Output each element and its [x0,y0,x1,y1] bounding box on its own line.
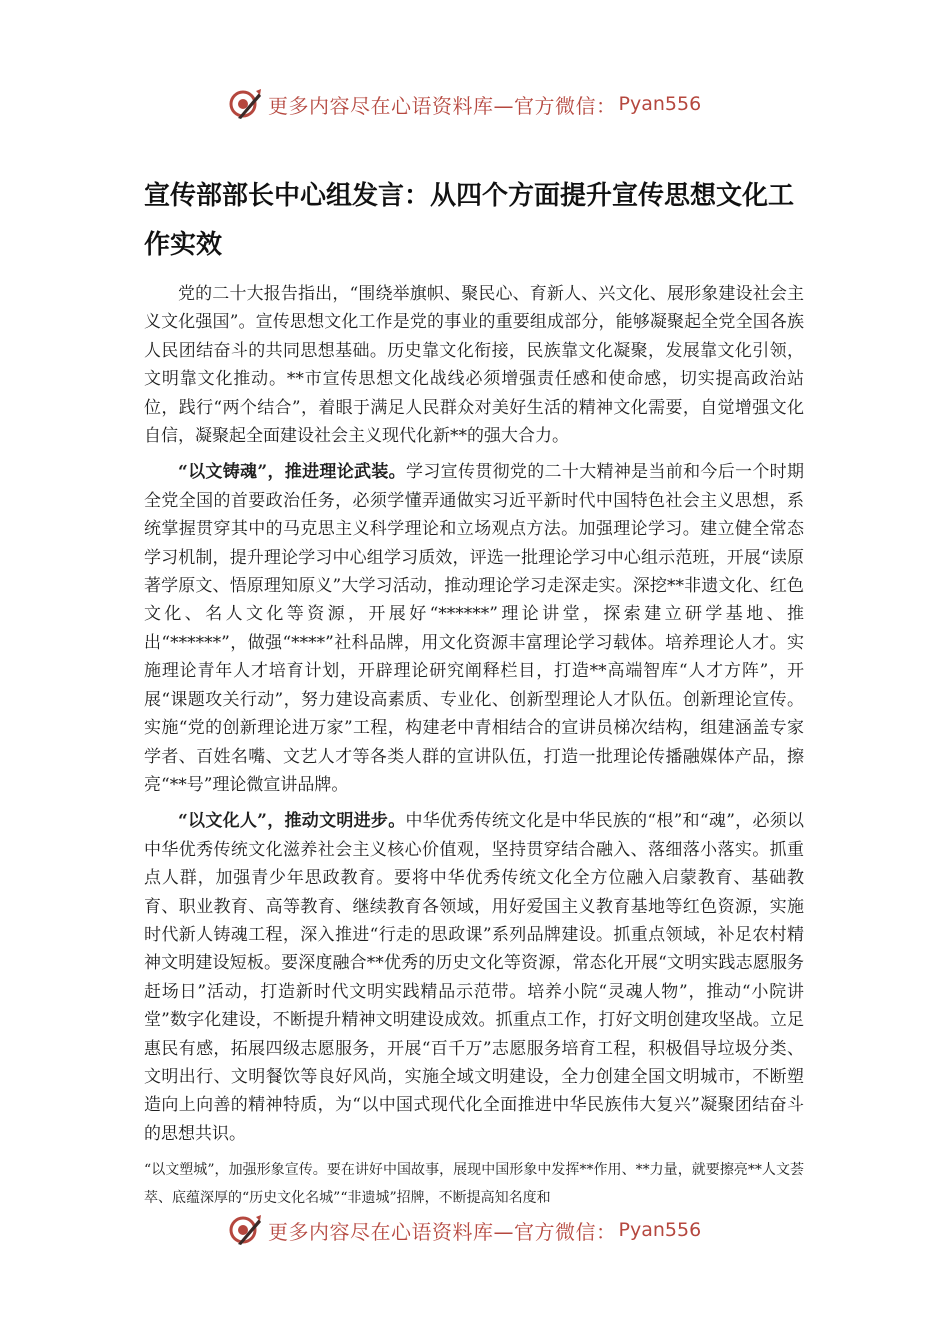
document-title: 宣传部部长中心组发言：从四个方面提升宣传思想文化工作实效 [144,181,795,260]
section-paragraph-theory [144,458,804,799]
wechat-id: Pyan556 [618,1219,702,1241]
header-watermark-banner [228,86,728,122]
section-heading: “以文化人”，推动文明进步。 [178,811,406,832]
closing-fragment: “以文塑城”，加强形象宣传。要在讲好中国故事，展现中国形象中发挥**作用、**力量，就要擦亮**人文荟萃、底蕴深厚的“历史文化名城”“非遗城”招牌，不断提高知名度和 [144,1162,804,1207]
paragraph-text: 中华优秀传统文化是中华民族的“根”和“魂”，必须以中华优秀传统文化滋养社会主义核心价值观，坚持贯穿结合融入、落细落小落实。抓重点人群，加强青少年思政教育。要将中华优秀传统文化全方位融入启蒙教育、基础教育、职业教育、高等教育、继续教育各领域，用好爱国主义教育基地等红色资源，实施时代新人铸魂工程，深入推进“行走的思政课”系列品牌建设。抓重点领域，补足农村精神文明建设短板。要深度融合**优秀的历史文化等资源，常态化开展“文明实践志愿服务赶场日”活动，打造新时代文明实践精品示范带。培养小院“灵魂人物”，推动“小院讲堂”数字化建设，不断提升精神文明建设成效。抓重点工作，打好文明创建攻坚战。立足惠民有感，拓展四级志愿服务，开展“百千万”志愿服务培育工程，积极倡导垃圾分类、文明出行、文明餐饮等良好风尚，实施全域文明建设，全力创建全国文明城市，不断塑造向上向善的精神特质，为“以中国式现代化全面推进中华民族伟大复兴”凝聚团结奋斗的思想共识。 [144,811,805,1144]
banner-text: 更多内容尽在心语资料库—官方微信： [268,93,617,118]
pen-logo-icon [228,1213,262,1247]
banner-text: 更多内容尽在心语资料库—官方微信： [268,1219,617,1244]
document-body [144,280,804,1212]
footer-watermark-banner [228,1212,728,1248]
section-heading: “以文铸魂”，推进理论武装。 [178,462,407,483]
section-paragraph-civilization [144,807,804,1148]
wechat-id: Pyan556 [618,93,702,115]
paragraph-text: 学习宣传贯彻党的二十大精神是当前和今后一个时期全党全国的首要政治任务，必须学懂弄通做实习近平新时代中国特色社会主义思想，系统掌握贯穿其中的马克思主义科学理论和立场观点方法。加强理论学习。建立健全常态学习机制，提升理论学习中心组学习质效，评选一批理论学习中心组示范班，开展“读原著学原文、悟原理知原义”大学习活动，推动理论学习走深走实。深挖**非遗文化、红色文化、名人文化等资源，开展好“******”理论讲堂，探索建立研学基地、推出“******”，做强“****”社科品牌，用文化资源丰富理论学习载体。培养理论人才。实施理论青年人才培育计划，开辟理论研究阐释栏目，打造**高端智库“人才方阵”，开展“课题攻关行动”，努力建设高素质、专业化、创新型理论人才队伍。创新理论宣传。实施“党的创新理论进万家”工程，构建老中青相结合的宣讲员梯次结构，组建涵盖专家学者、百姓名嘴、文艺人才等各类人群的宣讲队伍，打造一批理论传播融媒体产品，擦亮“**号”理论微宣讲品牌。 [144,462,805,795]
paragraph-text: 党的二十大报告指出，“围绕举旗帜、聚民心、育新人、兴文化、展形象建设社会主义文化强国”。宣传思想文化工作是党的事业的重要组成部分，能够凝聚起全党全国各族人民团结奋斗的共同思想基础。历史靠文化衔接，民族靠文化凝聚，发展靠文化引领，文明靠文化推动。**市宣传思想文化战线必须增强责任感和使命感，切实提高政治站位，践行“两个结合”，着眼于满足人民群众对美好生活的精神文化需要，自觉增强文化自信，凝聚起全面建设社会主义现代化新**的强大合力。 [144,284,804,447]
intro-paragraph [144,280,804,450]
pen-logo-icon [228,87,262,121]
